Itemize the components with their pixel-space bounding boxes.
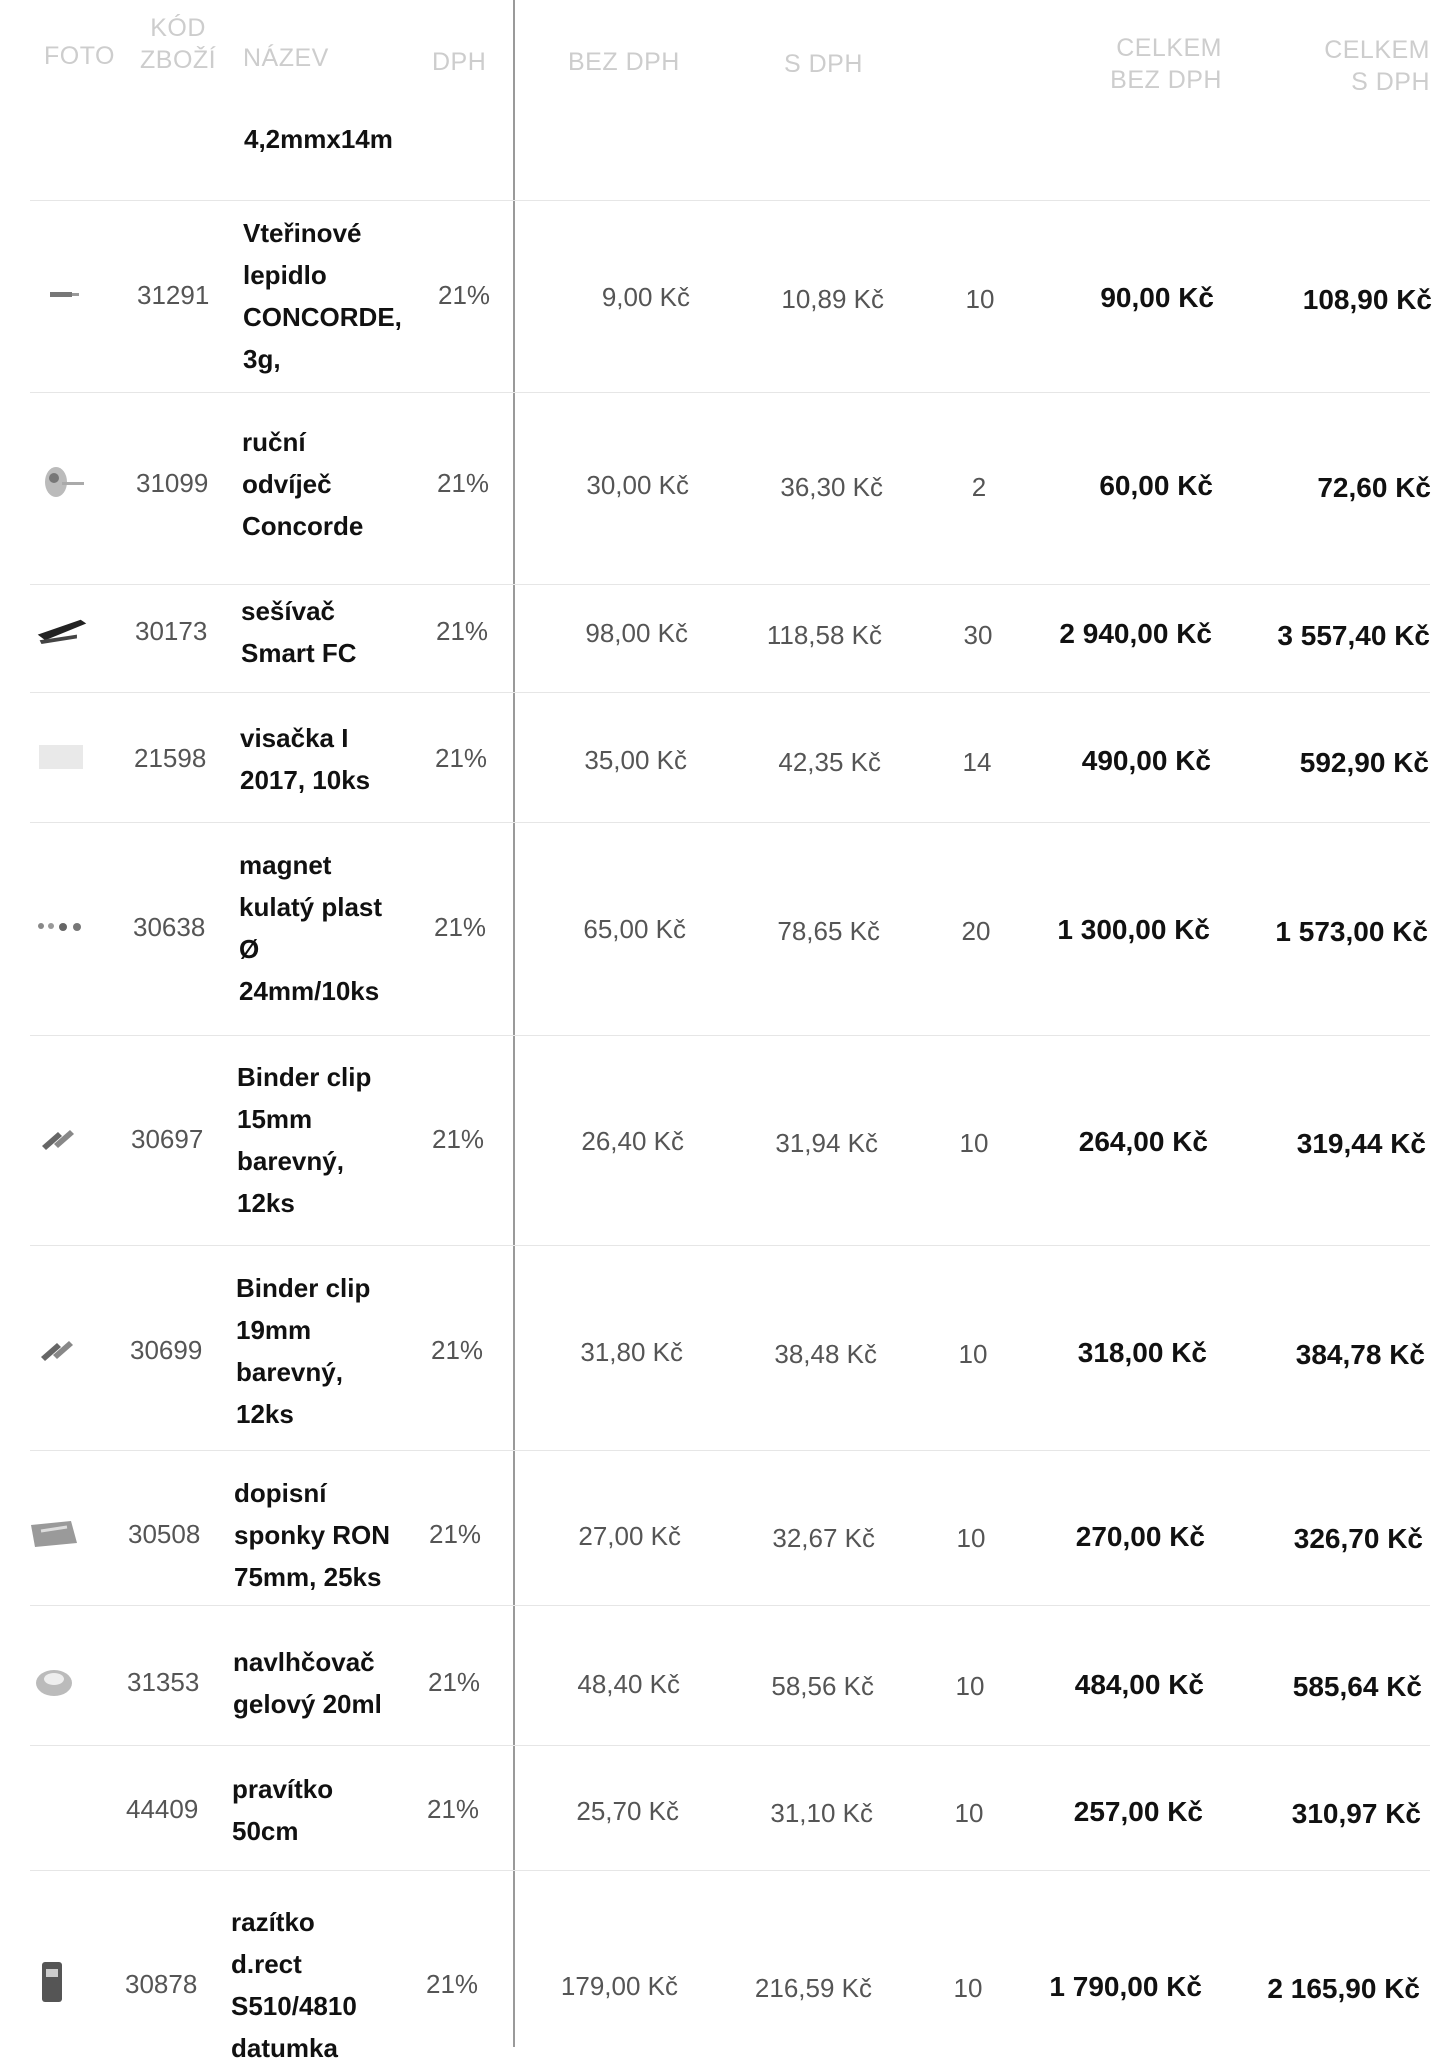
stamp-icon[interactable] (24, 1963, 80, 2003)
unit-price-with-vat: 31,94 Kč (775, 1128, 878, 1158)
magnets-icon[interactable] (32, 906, 88, 946)
product-code: 30173 (135, 616, 208, 646)
table-header (0, 0, 1437, 120)
vat-rate: 21% (438, 280, 491, 310)
product-name-line: Concorde (242, 511, 364, 541)
quantity: 30 (963, 620, 993, 650)
unit-price-with-vat: 38,48 Kč (774, 1339, 877, 1369)
product-name-line: lepidlo (243, 260, 327, 290)
quantity: 20 (961, 916, 991, 946)
row-divider (30, 1870, 1430, 1871)
total-without-vat: 257,00 Kč (1073, 1796, 1203, 1827)
vat-rate: 21% (427, 1794, 480, 1824)
total-with-vat: 310,97 Kč (1291, 1798, 1421, 1829)
header-celkem-s-line1: CELKEM (1324, 36, 1430, 64)
product-name-line: barevný, (236, 1357, 343, 1387)
product-name-line: Binder clip (236, 1273, 371, 1303)
row-divider (30, 1035, 1430, 1036)
total-without-vat: 484,00 Kč (1074, 1669, 1204, 1700)
binder-clip-icon[interactable] (29, 1329, 85, 1369)
header-foto: FOTO (44, 42, 115, 70)
product-code: 21598 (134, 743, 207, 773)
product-name[interactable] (239, 844, 382, 1012)
unit-price-without-vat: 35,00 Kč (584, 745, 687, 775)
total-with-vat: 319,44 Kč (1296, 1128, 1426, 1159)
vat-rate: 21% (428, 1667, 481, 1697)
unit-price-without-vat: 30,00 Kč (586, 470, 689, 500)
unit-price-without-vat: 48,40 Kč (577, 1669, 680, 1699)
product-name-line: CONCORDE, (243, 302, 402, 332)
total-without-vat: 1 790,00 Kč (1049, 1971, 1202, 2002)
row-divider (30, 200, 1430, 201)
unit-price-with-vat: 10,89 Kč (781, 284, 884, 314)
vat-rate: 21% (437, 468, 490, 498)
quantity: 10 (954, 1798, 984, 1828)
product-name-line: Smart FC (241, 638, 357, 668)
product-name[interactable] (233, 1641, 382, 1725)
total-with-vat: 108,90 Kč (1302, 284, 1432, 315)
product-name-line: 15mm (237, 1104, 313, 1134)
header-celkem-s-line2: S DPH (1351, 68, 1430, 96)
vat-rate: 21% (429, 1519, 482, 1549)
product-code: 44409 (126, 1794, 199, 1824)
header-kod (140, 12, 216, 76)
product-name[interactable] (236, 1267, 370, 1435)
unit-price-with-vat: 32,67 Kč (772, 1523, 875, 1553)
product-name[interactable] (242, 421, 363, 547)
product-name-line: 24mm/10ks (239, 976, 380, 1006)
total-without-vat: 318,00 Kč (1077, 1337, 1207, 1368)
row-divider (30, 1605, 1430, 1606)
product-name-line: Ø (239, 934, 260, 964)
product-name-line: sešívač (241, 596, 335, 626)
unit-price-without-vat: 31,80 Kč (580, 1337, 683, 1367)
row-divider (30, 584, 1430, 585)
product-code: 31353 (127, 1667, 200, 1697)
total-without-vat: 90,00 Kč (1100, 282, 1214, 313)
total-without-vat: 270,00 Kč (1075, 1521, 1205, 1552)
product-name[interactable] (241, 590, 357, 674)
unit-price-without-vat: 27,00 Kč (578, 1521, 681, 1551)
header-kod-line1: KÓD (150, 14, 206, 42)
total-without-vat: 490,00 Kč (1081, 745, 1211, 776)
column-divider (513, 0, 515, 2047)
paper-clips-icon[interactable] (27, 1513, 83, 1553)
product-name-line: 12ks (237, 1188, 295, 1218)
product-name-line: 2017, 10ks (240, 765, 371, 795)
header-bez-dph: BEZ DPH (568, 48, 680, 76)
header-celkem-s-dph (1300, 34, 1430, 98)
staple-remover-icon[interactable] (35, 462, 91, 502)
product-code: 31291 (137, 280, 210, 310)
quantity: 10 (956, 1523, 986, 1553)
product-name-line: razítko (231, 1907, 315, 1937)
quantity: 2 (971, 472, 987, 502)
product-code: 30699 (130, 1335, 203, 1365)
total-with-vat: 2 165,90 Kč (1267, 1973, 1420, 2004)
header-celkem-bez-line2: BEZ DPH (1110, 66, 1222, 94)
unit-price-with-vat: 58,56 Kč (771, 1671, 874, 1701)
header-celkem-bez-dph (1092, 32, 1222, 96)
total-with-vat: 585,64 Kč (1292, 1671, 1422, 1702)
product-name-line: datumka (231, 2033, 338, 2063)
vat-rate: 21% (436, 616, 489, 646)
unit-price-without-vat: 98,00 Kč (585, 618, 688, 648)
unit-price-without-vat: 179,00 Kč (560, 1971, 678, 2001)
product-name-line: 75mm, 25ks (234, 1562, 382, 1592)
header-kod-line2: ZBOŽÍ (140, 46, 217, 74)
unit-price-with-vat: 36,30 Kč (780, 472, 883, 502)
unit-price-with-vat: 118,58 Kč (766, 620, 882, 650)
row-divider (30, 1450, 1430, 1451)
total-without-vat: 264,00 Kč (1078, 1126, 1208, 1157)
product-name-line: gelový 20ml (233, 1689, 382, 1719)
product-name[interactable] (237, 1056, 371, 1224)
total-with-vat: 3 557,40 Kč (1277, 620, 1430, 651)
product-name-line: S510/4810 (231, 1991, 357, 2021)
glue-tube-icon[interactable] (36, 274, 92, 314)
stapler-icon[interactable] (34, 610, 90, 650)
product-name-line: 3g, (243, 344, 281, 374)
row-divider (30, 1245, 1430, 1246)
product-name-line: Binder clip (237, 1062, 372, 1092)
product-name-line: d.rect (231, 1949, 302, 1979)
total-with-vat: 326,70 Kč (1293, 1523, 1423, 1554)
product-name-line: 12ks (236, 1399, 294, 1429)
product-code: 31099 (136, 468, 209, 498)
product-name-line: 19mm (236, 1315, 312, 1345)
product-name-line: kulatý plast (239, 892, 383, 922)
unit-price-with-vat: 78,65 Kč (777, 916, 880, 946)
vat-rate: 21% (435, 743, 488, 773)
vat-rate: 21% (434, 912, 487, 942)
header-s-dph: S DPH (784, 50, 863, 78)
unit-price-with-vat: 42,35 Kč (778, 747, 881, 777)
product-name[interactable] (232, 1768, 333, 1852)
product-code: 30508 (128, 1519, 201, 1549)
unit-price-without-vat: 25,70 Kč (576, 1796, 679, 1826)
product-name-line: barevný, (237, 1146, 344, 1176)
product-name-line: navlhčovač (233, 1647, 375, 1677)
vat-rate: 21% (431, 1335, 484, 1365)
product-name[interactable] (240, 717, 370, 801)
product-name-line: pravítko (232, 1774, 334, 1804)
header-celkem-bez-line1: CELKEM (1116, 34, 1222, 62)
product-name-line: magnet (239, 850, 332, 880)
header-nazev: NÁZEV (243, 44, 329, 72)
unit-price-with-vat: 31,10 Kč (770, 1798, 873, 1828)
unit-price-with-vat: 216,59 Kč (754, 1973, 872, 2003)
product-name-line: 50cm (232, 1816, 299, 1846)
product-name[interactable] (234, 1472, 390, 1598)
header-dph: DPH (432, 48, 487, 76)
unit-price-without-vat: 65,00 Kč (583, 914, 686, 944)
total-without-vat: 1 300,00 Kč (1057, 914, 1210, 945)
total-without-vat: 2 940,00 Kč (1059, 618, 1212, 649)
tag-icon[interactable] (33, 737, 89, 777)
partial-row-name: 4,2mmx14m (244, 124, 393, 154)
product-name-line: visačka I (240, 723, 349, 753)
quantity: 10 (965, 284, 995, 314)
row-divider (30, 392, 1430, 393)
quantity: 14 (962, 747, 992, 777)
vat-rate: 21% (426, 1969, 479, 1999)
binder-clip-icon[interactable] (30, 1118, 86, 1158)
total-without-vat: 60,00 Kč (1099, 470, 1213, 501)
product-name-line: ruční (242, 427, 306, 457)
product-name[interactable] (243, 212, 402, 380)
unit-price-without-vat: 9,00 Kč (601, 282, 690, 312)
total-with-vat: 72,60 Kč (1317, 472, 1431, 503)
quantity: 10 (959, 1128, 989, 1158)
moistener-icon[interactable] (26, 1661, 82, 1701)
total-with-vat: 1 573,00 Kč (1275, 916, 1428, 947)
quantity: 10 (958, 1339, 988, 1369)
product-code: 30697 (131, 1124, 204, 1154)
product-name-line: sponky RON (234, 1520, 391, 1550)
product-code: 30638 (133, 912, 206, 942)
quantity: 10 (953, 1973, 983, 2003)
product-code: 30878 (125, 1969, 198, 1999)
row-divider (30, 822, 1430, 823)
product-name[interactable] (231, 1901, 357, 2069)
product-name-line: odvíječ (242, 469, 332, 499)
product-name-line: Vteřinové (243, 218, 362, 248)
quantity: 10 (955, 1671, 985, 1701)
unit-price-without-vat: 26,40 Kč (581, 1126, 684, 1156)
total-with-vat: 592,90 Kč (1299, 747, 1429, 778)
product-name-line: dopisní (234, 1478, 327, 1508)
total-with-vat: 384,78 Kč (1295, 1339, 1425, 1370)
vat-rate: 21% (432, 1124, 485, 1154)
row-divider (30, 1745, 1430, 1746)
row-divider (30, 692, 1430, 693)
